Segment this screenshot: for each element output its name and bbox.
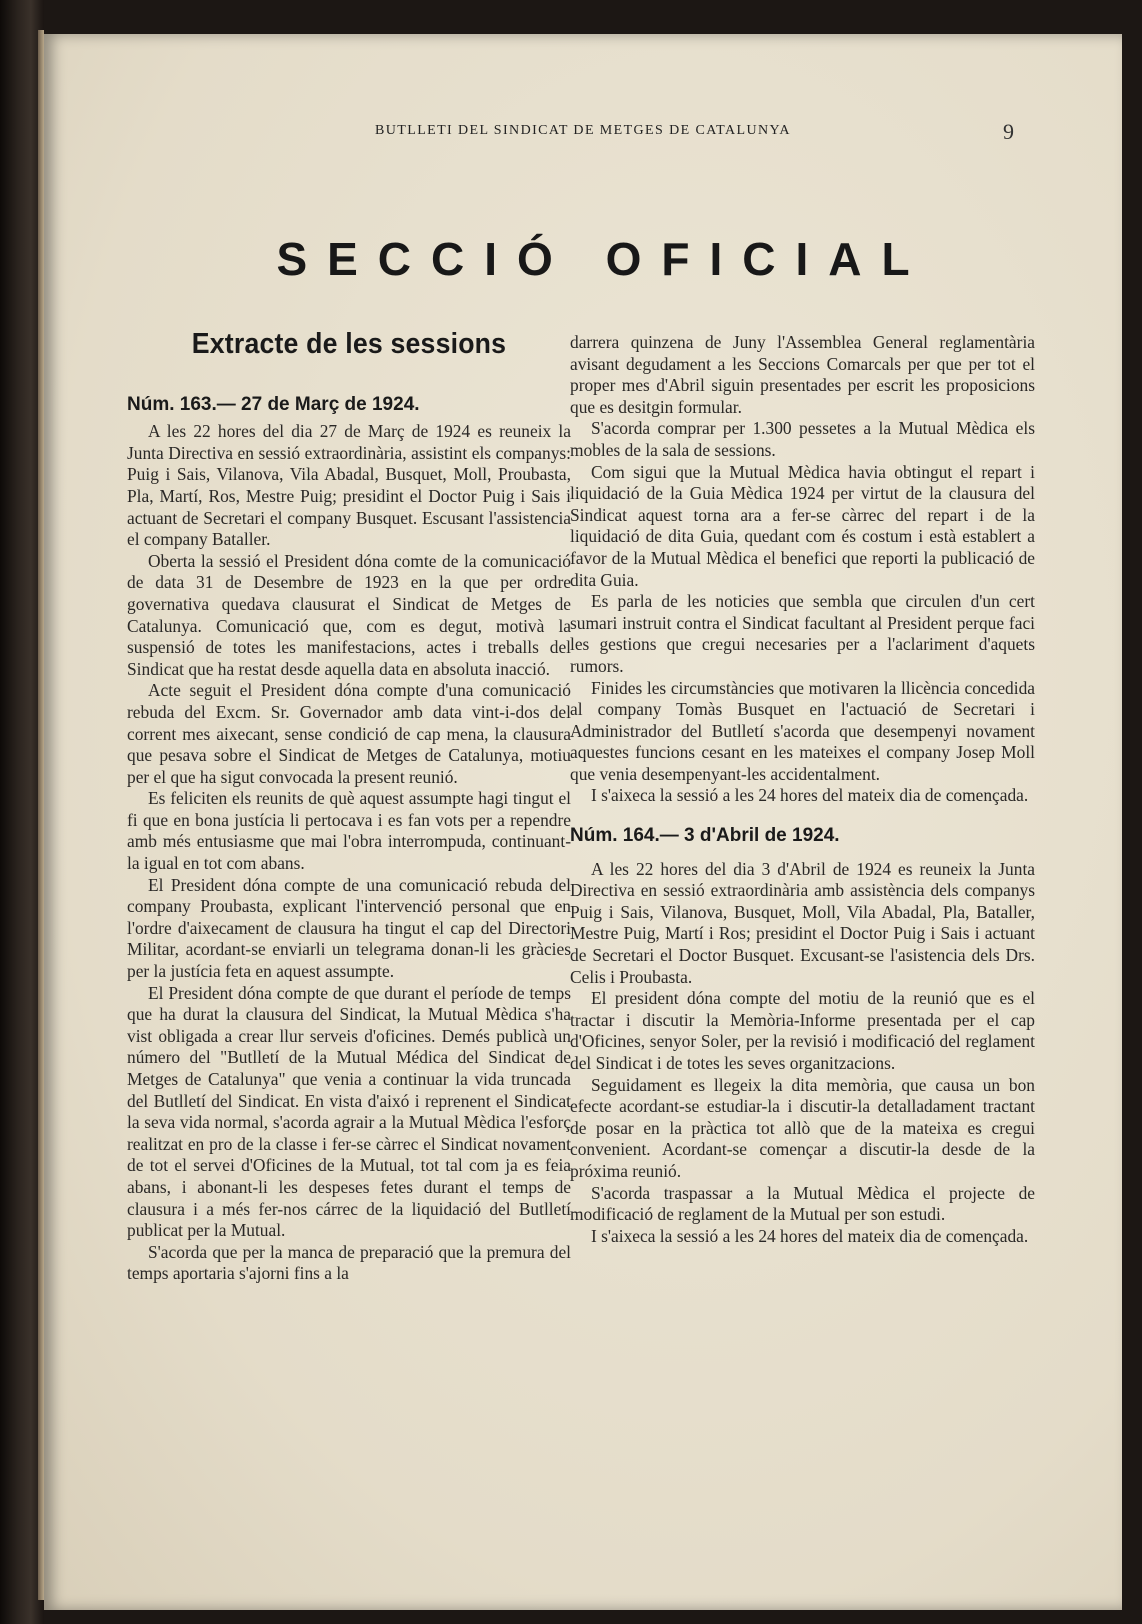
paragraph: darrera quinzena de Juny l'Assemblea General reglamentària avisant degudament a les Seccions Comarcals per que per tot el proper mes d'Abril siguin presentades per escrit les proposicions que es desitgin formular. (570, 332, 1035, 417)
paragraph: S'acorda traspassar a la Mutual Mèdica el projecte de modificació de reglament de la Mutual per son estudi. (570, 1182, 1035, 1225)
extract-title: Extracte de les sessions (191, 328, 507, 360)
paragraph: El president dóna compte del motiu de la reunió que es el tractar i discutir la Memòria-Informe presentada per el cap d'Oficines, senyor Soler, per la revisió i modificació del reglament del Sindicat i de totes les seves organitzacions. (570, 988, 1035, 1073)
section-title: SECCIÓ OFICIAL (276, 233, 930, 285)
session-heading-163: Núm. 163.— 27 de Març de 1924. (127, 393, 420, 415)
journal-page (44, 34, 1122, 1610)
paragraph: Seguidament es llegeix la dita memòria, que causa un bon efecte acordant-se estudiar-la i discutir-la detalladament tractant de posar en la pràctica tot allò que de la mateixa es cregui convenient. Acordant-se començar a discutir-la desde de la próxima reunió. (570, 1074, 1035, 1181)
paragraph: S'acorda comprar per 1.300 pessetes a la Mutual Mèdica els mobles de la sala de sessions. (570, 418, 1035, 460)
paragraph: S'acorda que per la manca de preparació que la premura del temps aportaria s'ajorni fins a la (127, 1241, 571, 1284)
paragraph: El President dóna compte de una comunicació rebuda del company Proubasta, explicant l'intervenció personal que en l'ordre d'aixecament de clausura ha tingut el cap del Directori Militar, acordant-se enviarli un telegrama donan-li les gràcies per la justícia feta en aquest assumpte. (127, 874, 571, 982)
paragraph: A les 22 hores del dia 27 de Març de 1924 es reuneix la Junta Directiva en sessió extraordinària, assistint els companys: Puig i Sais, Vilanova, Vila Abadal, Busquet, Moll, Proubasta, Pla, Martí, Ros, Mestre Puig; presidint el Doctor Puig i Sais i actuant de Secretari el company Busquet. Escusant l'assistencia el company Bataller. (127, 421, 571, 550)
paragraph: Es parla de les noticies que sembla que circulen d'un cert sumari instruit contra el Sindicat facultant al President perque faci les gestions que cregui necesaries per a l'aclariment d'aquets rumors. (570, 591, 1035, 676)
right-column (570, 332, 1035, 1247)
paragraph: Oberta la sessió el President dóna comte de la comunicació de data 31 de Desembre de 1923 en la que per ordre governativa quedava clausurat el Sindicat de Metges de Catalunya. Comunicació que, com es degut, motivà la suspensió de totes les manifestacions, actes i treballs del Sindicat que ha restat desde aquella data en absoluta inacció. (127, 550, 571, 679)
paragraph: Es feliciten els reunits de què aquest assumpte hagi tingut el fi que en bona justícia li pertocava i es fan vots per a rependre amb més entusiasme que mai l'obra interrompuda, continuant-la igual en tot com abans. (127, 788, 571, 874)
left-column (127, 328, 571, 1285)
running-head: BUTLLETI DEL SINDICAT DE METGES DE CATALUNYA (375, 123, 791, 138)
paragraph: El President dóna compte de que durant el període de temps que ha durat la clausura del Sindicat, la Mutual Mèdica s'ha vist obligada a crear llur serveis d'oficines. Demés publicà un número del "Butlletí de la Mutual Médica del Sindicat de Metges de Catalunya" que venia a continuar la vida truncada del Butlletí del Sindicat. En vista d'aixó i reprenent el Sindicat la seva vida normal, s'acorda agrair a la Mutual Mèdica l'esforç realitzat en pro de la classe i fer-se càrrec el Sindicat novament de tot el servei d'Oficines de la Mutual, tot tal com ja es feia abans, i abonant-li les despeses fetes durant el temps de clausura i a més fer-nos cárrec de la liquidació del Butlletí publicat per la Mutual. (127, 982, 571, 1241)
paragraph: Acte seguit el President dóna compte d'una comunicació rebuda del Excm. Sr. Governador amb data vint-i-dos del corrent mes aixecant, sense condició de cap mena, la clausura que pesava sobre el Sindicat de Metges de Catalunya, motiu per el que ha sigut convocada la present reunió. (127, 680, 571, 787)
paragraph: I s'aixeca la sessió a les 24 hores del mateix dia de començada. (591, 785, 1029, 806)
paragraph: A les 22 hores del dia 3 d'Abril de 1924 es reuneix la Junta Directiva en sessió extraordinària amb assistència dels companys Puig i Sais, Vilanova, Busquet, Moll, Vila Abadal, Pla, Bataller, Mestre Puig, Martí i Ros; presidint el Doctor Puig i Sais i actuant de Secretari el Doctor Busquet. Excusant-se l'asistencia dels Drs. Celis i Proubasta. (570, 858, 1035, 987)
session-heading-164: Núm. 164.— 3 d'Abril de 1924. (570, 825, 840, 847)
paragraph: Com sigui que la Mutual Mèdica havia obtingut el repart i liquidació de la Guia Mèdica 1924 per virtut de la clausura del Sindicat aquest torna ara a fer-se càrrec del repart i de la liquidació de dita Guia, quedant com és costum i està establert a favor de la Mutual Mèdica el benefici que reporti la publicació de dita Guia. (570, 461, 1035, 590)
paragraph: Finides les circumstàncies que motivaren la llicència concedida al company Tomàs Busquet en l'actuació de Secretari i Administrador del Butlletí s'acorda que desempenyi novament aquestes funcions cesant en les mateixes el company Josep Moll que venia desempenyant-les accidentalment. (570, 677, 1035, 784)
paragraph: I s'aixeca la sessió a les 24 hores del mateix dia de començada. (591, 1225, 1029, 1246)
page-number: 9 (1003, 119, 1014, 144)
